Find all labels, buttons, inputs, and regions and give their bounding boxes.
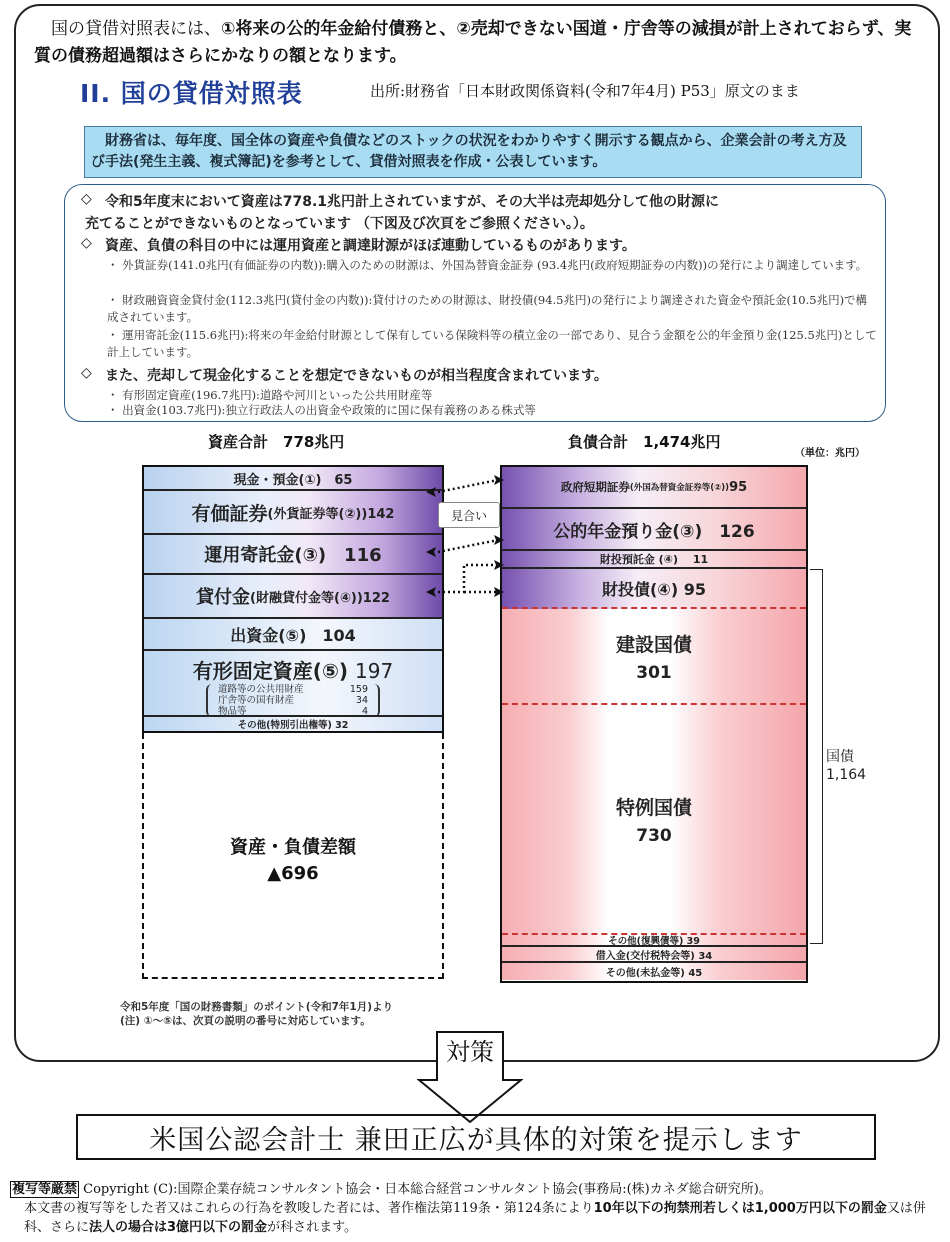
liab-filp-bonds: 財投債(④) 95 [502, 569, 806, 609]
copy-restriction-badge: 複写等厳禁 [12, 1182, 78, 1197]
key-points-box [64, 184, 886, 422]
assets-column [142, 465, 444, 733]
asset-pension-deposit: 運用寄託金(③) 116 [144, 535, 442, 575]
fixed-breakdown [206, 684, 380, 717]
point-3: また、売却して現金化することを想定できないものが相当程度含まれています。 [105, 368, 608, 384]
breakdown-value: 34 [355, 695, 368, 706]
bond-total-label: 国債 [826, 749, 854, 765]
diff-label: 資産・負債差額 [230, 837, 356, 858]
bullet-item: ・ 外貨証券(141.0兆円(有価証券の内数)):購入のための財源は、外国為替資金証券 (93.4兆円(政府短期証券の内数))の発行により調達しています。 [107, 258, 868, 272]
copyright-emphasis: 10年以下の拘禁刑若しくは1,000万円以下の罰金 [593, 1201, 887, 1216]
point-1: 令和5年度末において資産は778.1兆円計上されていますが、その大半は売却処分して他の財源に [105, 194, 720, 210]
bond-total-value: 1,164 [826, 767, 867, 783]
diff-value: ▲696 [267, 863, 319, 884]
liab-other-bonds: その他(復興債等) 39 [502, 935, 806, 947]
liab-fb-label: 政府短期証券 [560, 480, 630, 494]
deficit-label: 特例国債 [615, 796, 692, 819]
info-box: 財務省は、毎年度、国全体の資産や負債などのストックの状況をわかりやすく開示する観点から、企業会計の考え方及び手法(発生主義、複式簿記)を参考として、貸借対照表を作成・公表しています。 [84, 126, 862, 178]
asset-fixed [144, 651, 442, 717]
asset-securities-value: (外貨証券等(②))142 [267, 506, 395, 522]
cta-banner: 米国公認会計士 兼田正広が具体的対策を提示します [76, 1114, 876, 1160]
diamond-icon: ◇ [81, 365, 92, 381]
lead-text: 国の貸借対照表には、 [34, 19, 221, 39]
bullet-item: ・ 出資金(103.7兆円):独立行政法人の出資金や政策的に国に保有義務のある株式等 [107, 403, 536, 417]
bullet-item: ・ 有形固定資産(196.7兆円):道路や河川といった公共用財産等 [107, 388, 433, 402]
liab-filp-deposit: 財投預託金 (④) 11 [502, 551, 806, 569]
liab-pension: 公的年金預り金(③) 126 [502, 509, 806, 551]
liab-fb-sub: (外国為替資金証券等(②)) [629, 483, 730, 493]
construction-value: 301 [636, 662, 672, 683]
asset-total: 資産合計 778兆円 [208, 433, 345, 451]
copyright-text: が科されます。 [267, 1220, 358, 1235]
bond-bracket [810, 569, 823, 944]
asset-loans-value: (財融貸付金等(④))122 [250, 590, 390, 606]
bullet-item: ・ 運用寄託金(115.6兆円):将来の年金給付財源として保有している保険料等の積立金の一部であり、見合う金額を公的年金預り金(125.5兆円)として計上しています。 [107, 328, 877, 359]
copyright-notice [10, 1180, 945, 1237]
match-connectors [420, 470, 504, 600]
asset-cash: 現金・預金(①) 65 [144, 467, 442, 491]
asset-investments: 出資金(⑤) 104 [144, 619, 442, 651]
liab-deficit-bonds [502, 705, 806, 935]
asset-securities [144, 491, 442, 535]
liab-fb-value: 95 [729, 479, 748, 495]
point-1-cont: 充てることができないものとなっています （下図及び次頁をご参照ください。）。 [85, 216, 594, 232]
deficit-value: 730 [636, 825, 672, 846]
copyright-line: Copyright (C):国際企業存続コンサルタント協会・日本総合経営コンサルタント協会(事務局:(株)カネダ総合研究所)。 [79, 1182, 772, 1197]
copyright-emphasis: 法人の場合は3億円以下の罰金 [89, 1220, 268, 1235]
asset-securities-label: 有価証券 [191, 502, 268, 525]
asset-loans-label: 貸付金 [196, 587, 251, 608]
lead-emphasis: ①将来の公的年金給付債務と、②売却できない国道・庁舎等の減損が計上されておらず、実質の債務超過額はさらにかなりの額となります。 [34, 19, 912, 66]
point-2: 資産、負債の科目の中には運用資産と調達財源がほぼ連動しているものがあります。 [105, 238, 636, 254]
liab-fb [502, 467, 806, 509]
asset-loans [144, 575, 442, 619]
breakdown-value: 159 [349, 684, 368, 695]
construction-label: 建設国債 [615, 633, 692, 656]
bond-total [826, 748, 866, 784]
liability-total: 負債合計 1,474兆円 [568, 433, 721, 451]
asset-other: その他(特別引出権等) 32 [144, 717, 442, 731]
diamond-icon: ◇ [81, 191, 92, 207]
section-title: II. 国の貸借対照表 [80, 79, 303, 108]
liab-other: その他(未払金等) 45 [502, 963, 806, 980]
source-citation: 出所:財務省「日本財政関係資料(令和7年4月) P53」原文のまま [370, 82, 800, 100]
breakdown-label: 庁舎等の国有財産 [218, 695, 295, 706]
arrow-label: 対策 [446, 1038, 494, 1066]
diamond-icon: ◇ [81, 235, 92, 251]
liab-borrowings: 借入金(交付税特会等) 34 [502, 947, 806, 963]
unit-label: （単位：兆円） [795, 448, 865, 459]
asset-fixed-label: 有形固定資産(⑤) [192, 659, 349, 683]
net-difference-box [142, 733, 444, 979]
lead-paragraph [34, 16, 914, 70]
bullet-item: ・ 財政融資資金貸付金(112.3兆円(貸付金の内数)):貸付けのための財源は、財投債(94.5兆円)の発行により調達された資金や預託金(10.5兆円)で構成されています。 [107, 293, 868, 324]
breakdown-label: 物品等 [218, 706, 247, 717]
asset-fixed-value: 197 [355, 659, 394, 683]
note-line: (注) ①～⑤は、次頁の説明の番号に対応しています。 [120, 1015, 371, 1027]
liabilities-column [500, 465, 808, 983]
breakdown-label: 道路等の公共用財産 [218, 684, 304, 695]
liab-construction-bonds [502, 609, 806, 705]
asset-fixed-title [144, 655, 442, 684]
diagram-note [120, 1000, 393, 1028]
match-label: 見合い [438, 502, 500, 528]
copyright-text: 本文書の複写等をした者又はこれらの行為を教唆した者には、著作権法第119条・第124条により [24, 1201, 594, 1216]
note-line: 令和5年度「国の財務書類」のポイント(令和7年1月)より [120, 1001, 394, 1013]
breakdown-value: 4 [361, 706, 368, 717]
copyright-text: 又は併科、さらに [24, 1201, 926, 1235]
